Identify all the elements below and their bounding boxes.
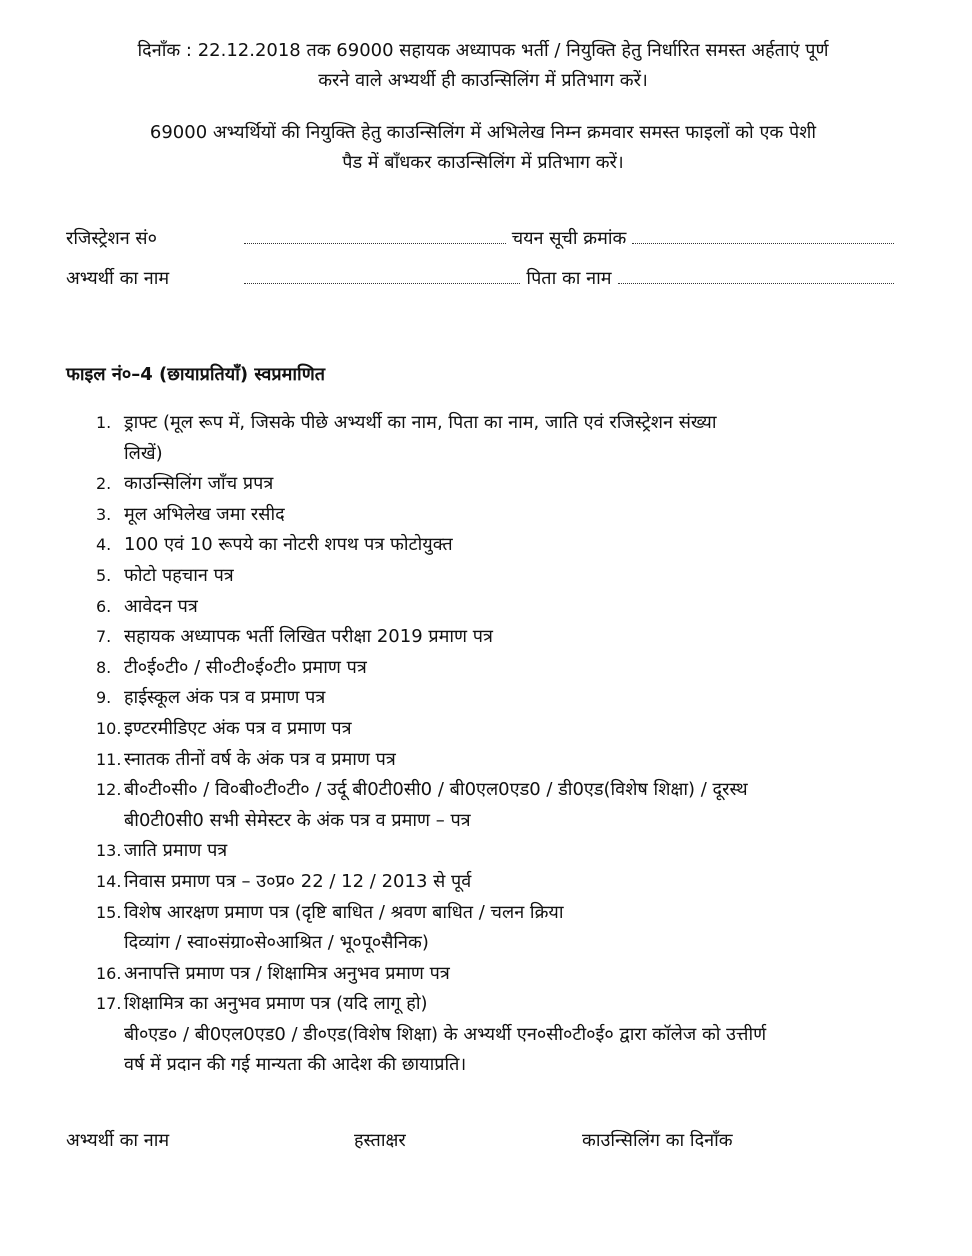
item-number: 9. xyxy=(96,688,112,708)
item-number: 13. xyxy=(96,841,122,861)
item-number: 8. xyxy=(96,657,112,677)
item-number: 14. xyxy=(96,871,122,891)
intro-paragraph-1 xyxy=(66,36,900,96)
list-item xyxy=(96,592,900,623)
list-item xyxy=(96,653,900,684)
document-list xyxy=(66,408,900,1081)
item-number: 12. xyxy=(96,780,122,800)
item-text: निवास प्रमाण पत्र – उ०प्र० 22 / 12 / 2013 से पूर्व xyxy=(124,870,472,892)
list-item xyxy=(96,500,900,531)
item-text: बी0टी0सी0 सभी सेमेस्टर के अंक पत्र व प्रमाण – पत्र xyxy=(124,809,471,831)
list-item xyxy=(96,408,900,469)
registration-field[interactable] xyxy=(244,227,506,244)
item-number: 17. xyxy=(96,994,122,1014)
item-text: ड्राफ्ट (मूल रूप में, जिसके पीछे अभ्यर्थी का नाम, पिता का नाम, जाति एवं रजिस्ट्रेशन संख्या xyxy=(124,412,717,433)
list-item xyxy=(96,469,900,500)
item-text: मूल अभिलेख जमा रसीद xyxy=(124,503,285,525)
selection-list-field[interactable] xyxy=(632,227,894,244)
intro-line-2: करने वाले अभ्यर्थी ही काउन्सिलिंग में प्रतिभाग करें। xyxy=(318,70,648,91)
list-item xyxy=(96,530,900,561)
item-text: आवेदन पत्र xyxy=(124,595,198,617)
item-text: जाति प्रमाण पत्र xyxy=(124,840,228,862)
item-text: बी०टी०सी० / वि०बी०टी०टी० / उर्दू बी0टी0सी0 / बी0एल0एड0 / डी0एड(विशेष शिक्षा) / दूरस्थ xyxy=(124,779,748,801)
signature-footer xyxy=(66,1128,906,1152)
item-text: वर्ष में प्रदान की गई मान्यता की आदेश की छायाप्रति। xyxy=(124,1054,467,1076)
item-text: बी०एड० / बी0एल0एड0 / डी०एड(विशेष शिक्षा) के अभ्यर्थी एन०सी०टी०ई० द्वारा कॉलेज को उत्तीर्ण xyxy=(124,1023,767,1045)
item-number: 7. xyxy=(96,627,112,647)
item-number: 15. xyxy=(96,902,122,922)
item-text: विशेष आरक्षण प्रमाण पत्र (दृष्टि बाधित / श्रवण बाधित / चलन क्रिया xyxy=(124,901,564,923)
item-text: अनापत्ति प्रमाण पत्र / शिक्षामित्र अनुभव प्रमाण पत्र xyxy=(124,962,450,984)
intro-paragraph-2 xyxy=(66,118,900,178)
intro-line-3: 69000 अभ्यर्थियों की नियुक्ति हेतु काउन्सिलिंग में अभिलेख निम्न क्रमवार समस्त फाइलों को एक पेशी xyxy=(149,122,817,143)
list-item xyxy=(96,714,900,745)
item-text: टी०ई०टी० / सी०टी०ई०टी० प्रमाण पत्र xyxy=(124,656,367,678)
form-row-name xyxy=(66,266,900,306)
list-item xyxy=(96,775,900,836)
item-number: 16. xyxy=(96,963,122,983)
item-text: हाईस्कूल अंक पत्र व प्रमाण पत्र xyxy=(124,687,326,709)
intro-line-4: पैड में बाँधकर काउन्सिलिंग में प्रतिभाग करें। xyxy=(342,152,624,173)
item-number: 1. xyxy=(96,413,112,432)
registration-label: रजिस्ट्रेशन सं० xyxy=(66,228,157,249)
item-number: 4. xyxy=(96,535,112,555)
form-row-registration xyxy=(66,226,900,266)
item-text: काउन्सिलिंग जाँच प्रपत्र xyxy=(124,473,274,495)
list-item xyxy=(96,867,900,898)
item-number: 3. xyxy=(96,504,112,524)
item-number: 5. xyxy=(96,565,112,585)
item-number: 11. xyxy=(96,749,122,769)
list-item xyxy=(96,622,900,653)
list-item xyxy=(96,561,900,592)
item-number: 10. xyxy=(96,718,122,738)
item-text: दिव्यांग / स्वा०संग्रा०से०आश्रित / भू०पू०सैनिक) xyxy=(124,932,429,954)
item-number: 6. xyxy=(96,596,112,616)
footer-counselling-date: काउन्सिलिंग का दिनाँक xyxy=(582,1130,733,1151)
item-text: 100 एवं 10 रूपये का नोटरी शपथ पत्र फोटोयुक्त xyxy=(124,534,453,556)
candidate-name-field[interactable] xyxy=(244,267,520,284)
item-text: शिक्षामित्र का अनुभव प्रमाण पत्र (यदि लागू हो) xyxy=(124,993,428,1015)
file-title: फाइल नं०–4 (छायाप्रतियाँ) स्वप्रमाणित xyxy=(66,364,325,385)
item-text: लिखें) xyxy=(124,442,163,464)
list-item xyxy=(96,989,900,1081)
list-item xyxy=(96,745,900,776)
candidate-form xyxy=(66,226,900,306)
father-name-field[interactable] xyxy=(618,267,894,284)
list-item xyxy=(96,959,900,990)
item-number: 2. xyxy=(96,474,112,494)
item-text: फोटो पहचान पत्र xyxy=(124,564,234,586)
selection-list-label: चयन सूची क्रमांक xyxy=(511,228,627,249)
list-item xyxy=(96,683,900,714)
item-text: सहायक अध्यापक भर्ती लिखित परीक्षा 2019 प्रमाण पत्र xyxy=(124,626,493,648)
candidate-name-label: अभ्यर्थी का नाम xyxy=(66,268,170,289)
item-text: इण्टरमीडिएट अंक पत्र व प्रमाण पत्र xyxy=(124,717,352,739)
list-item xyxy=(96,836,900,867)
intro-line-1: दिनाँक : 22.12.2018 तक 69000 सहायक अध्यापक भर्ती / नियुक्ति हेतु निर्धारित समस्त अर्हताएं पूर्ण xyxy=(137,40,829,61)
father-name-label: पिता का नाम xyxy=(526,268,612,289)
footer-candidate-name: अभ्यर्थी का नाम xyxy=(66,1130,170,1151)
item-text: स्नातक तीनों वर्ष के अंक पत्र व प्रमाण पत्र xyxy=(124,748,396,770)
list-item xyxy=(96,898,900,959)
footer-signature: हस्ताक्षर xyxy=(354,1130,406,1151)
